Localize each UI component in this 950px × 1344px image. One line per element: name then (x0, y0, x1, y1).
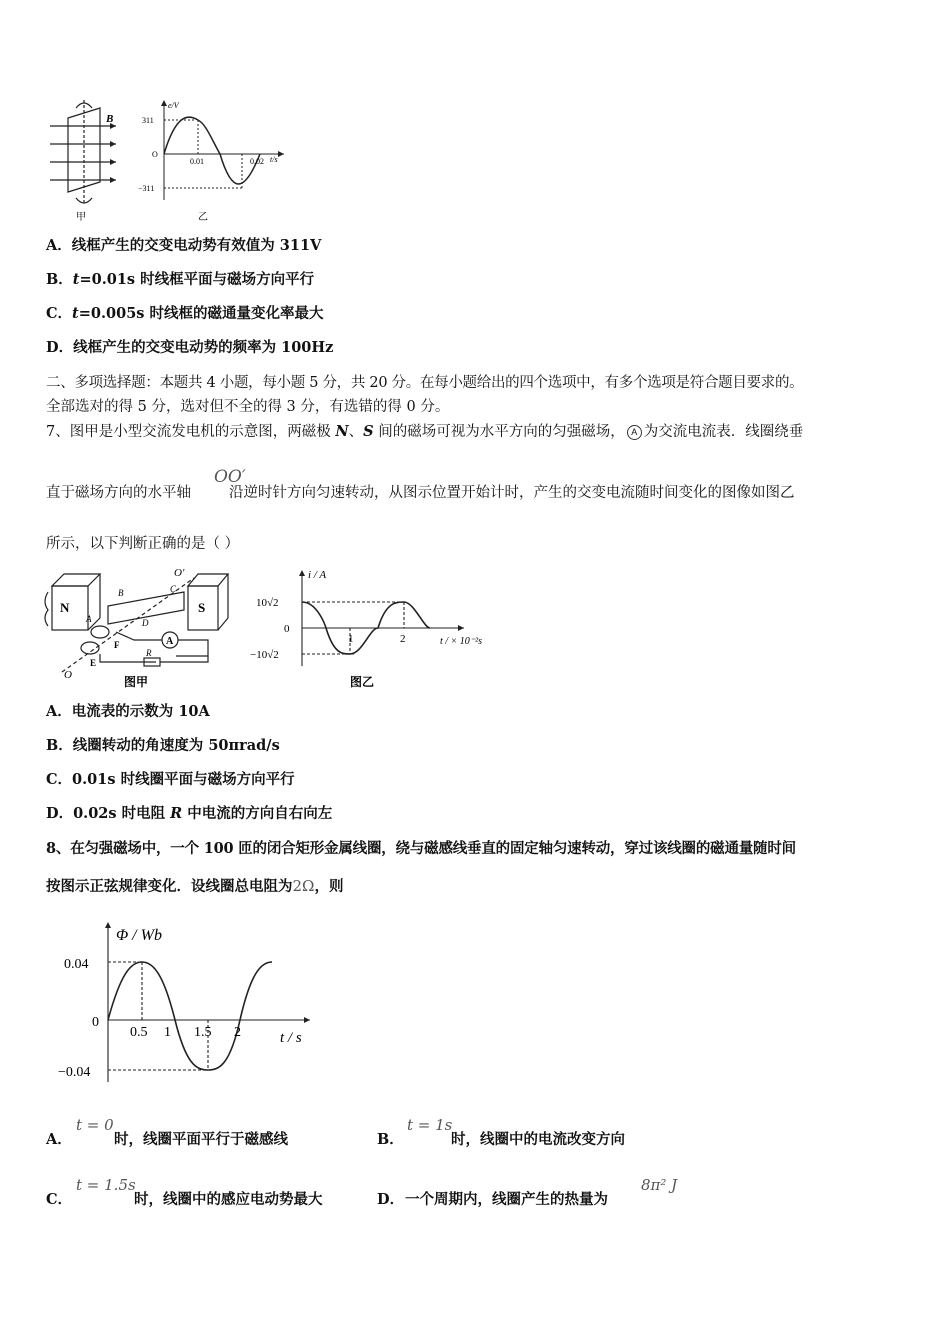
q7-option-c[interactable] (46, 770, 295, 790)
tick-neg-10root2: −10√2 (250, 649, 279, 661)
q8-option-d[interactable] (377, 1172, 717, 1212)
tick-05: 0.5 (130, 1025, 148, 1040)
option-text: 线圈转动的角速度为 50πrad/s (72, 737, 280, 754)
option-text: 线框产生的交变电动势有效值为 311V (71, 237, 322, 254)
q8-option-c[interactable] (46, 1172, 376, 1212)
resistor-r: R (146, 648, 152, 658)
t-axis-label: t/s (270, 155, 278, 164)
resistance-value: 2Ω (292, 877, 315, 895)
q7-option-a[interactable] (46, 702, 210, 722)
q7-option-b[interactable] (46, 736, 280, 756)
option-var: R (170, 805, 183, 822)
option-formula: t = 1s (407, 1116, 453, 1134)
option-var: t (72, 305, 79, 322)
figure-q8 (50, 916, 320, 1088)
tick-two-q7: 2 (400, 633, 406, 645)
t-axis-label-q7: t / × 10⁻²s (440, 636, 482, 647)
option-text: =0.005s 时线框的磁通量变化率最大 (78, 305, 324, 322)
option-letter: C． (46, 305, 73, 322)
label-B: B (106, 113, 114, 125)
tick-origin: O (152, 150, 158, 159)
option-letter: C． (46, 1191, 73, 1208)
option-text: 时，线圈中的感应电动势最大 (134, 1191, 323, 1208)
tick-neg311: −311 (138, 184, 155, 193)
tick-15: 1.5 (194, 1025, 212, 1040)
tick-neg-004: −0.04 (58, 1065, 91, 1080)
tick-pos-10root2: 10√2 (256, 597, 279, 609)
option-text: 0.01s 时线圈平面与磁场方向平行 (72, 771, 295, 788)
option-text: 一个周期内，线圈产生的热量为 (405, 1191, 608, 1208)
e-axis-label: e/V (168, 101, 179, 110)
q6-option-d[interactable] (46, 338, 333, 358)
label-yi: 乙 (198, 212, 208, 223)
section2-line1: 二、多项选择题：本题共 4 小题，每小题 5 分，共 20 分。在每小题给出的四个选项中，有多个选项是符合题目要求的。 (46, 375, 804, 391)
pole-n-label: N (60, 600, 70, 615)
i-axis-label: i / A (308, 569, 327, 581)
option-text: 电流表的示数为 10A (71, 703, 210, 720)
option-letter: B． (377, 1131, 404, 1148)
ammeter-in-figure: A (166, 636, 174, 647)
figure-q7-svg (44, 562, 514, 692)
q6-option-b[interactable] (46, 270, 314, 290)
pole-s: S (363, 423, 374, 440)
point-f: F (114, 640, 120, 650)
point-d: D (142, 618, 149, 628)
section2-line2: 全部选对的得 5 分，选对但不全的得 3 分，有选错的得 0 分。 (46, 399, 450, 415)
option-letter: D． (377, 1191, 405, 1208)
pole-s-label: S (198, 600, 206, 615)
q7-line3: 所示，以下判断正确的是（ ） (46, 536, 240, 552)
caption-yi: 图乙 (350, 675, 375, 689)
option-text: 时，线圈平面平行于磁感线 (114, 1131, 288, 1148)
q8-option-a[interactable] (46, 1112, 366, 1152)
option-letter: C． (46, 771, 73, 788)
tick-2: 2 (234, 1025, 241, 1040)
flux-axis-label: Φ / Wb (116, 927, 162, 944)
caption-jia: 图甲 (124, 675, 149, 689)
q8-line1: 8、在匀强磁场中，一个 100 匝的闭合矩形金属线圈，绕与磁感线垂直的固定轴匀速转动，穿过该线圈的磁通量随时间 (46, 840, 796, 857)
option-letter: A． (46, 237, 72, 254)
point-e: E (90, 658, 97, 668)
q8-option-b[interactable] (377, 1112, 697, 1152)
figure-q6-svg (46, 96, 286, 224)
option-text: =0.01s 时线框平面与磁场方向平行 (79, 271, 315, 288)
option-text: 线框产生的交变电动势的频率为 100Hz (73, 339, 334, 356)
tick-pos-004: 0.04 (64, 957, 89, 972)
tick-zero-q8: 0 (92, 1015, 99, 1030)
option-letter: A． (46, 703, 72, 720)
flux-sine-curve (108, 962, 272, 1070)
figure-q8-svg (50, 916, 320, 1088)
figure-q7 (44, 562, 514, 692)
t-axis-label-q8: t / s (280, 1030, 302, 1046)
option-formula: 8π² J (641, 1176, 678, 1194)
tick-one-q7: 1 (348, 633, 354, 645)
point-c: C (170, 584, 177, 594)
point-b: B (118, 588, 124, 598)
option-text: 时，线圈中的电流改变方向 (451, 1131, 625, 1148)
option-formula: t = 1.5s (76, 1176, 136, 1194)
tick-311: 311 (142, 116, 154, 125)
tick-001: 0.01 (190, 157, 204, 166)
option-letter: D． (46, 339, 74, 356)
sine-curve (164, 117, 260, 184)
axis-o-label: O (64, 669, 72, 681)
figure-q6 (46, 96, 286, 224)
ammeter-icon: A (627, 425, 642, 440)
q6-option-c[interactable] (46, 304, 324, 324)
q7-option-d[interactable]: D．0.02s 时电阻 R 中电流的方向自右向左 (46, 805, 333, 822)
q7-line2: 直于磁场方向的水平轴 沿逆时针方向匀速转动，从图示位置开始计时，产生的交变电流随时间变化的图像如图乙 (46, 485, 795, 501)
axis-formula: OO′ (214, 467, 246, 487)
tick-1: 1 (164, 1025, 171, 1040)
q6-option-a[interactable] (46, 236, 321, 256)
option-letter: B． (46, 737, 73, 754)
option-letter: D． (46, 805, 74, 822)
point-a: A (86, 614, 92, 624)
tick-zero-q7: 0 (284, 623, 290, 635)
q7-line1: 7、图甲是小型交流发电机的示意图，两磁极 N、S 间的磁场可视为水平方向的匀强磁场， A 为交流电流表．线圈绕垂 (46, 423, 804, 440)
q8-line2: 按图示正弦规律变化．设线圈总电阻为2Ω，则 (46, 877, 344, 895)
tick-002: 0.02 (250, 157, 264, 166)
option-letter: A． (46, 1131, 72, 1148)
label-jia: 甲 (76, 212, 86, 223)
pole-n: N (335, 423, 349, 440)
option-formula: t = 0 (76, 1116, 114, 1134)
option-var: t (72, 271, 80, 288)
axis-oprime-label: O′ (174, 567, 185, 579)
option-letter: B． (46, 271, 73, 288)
